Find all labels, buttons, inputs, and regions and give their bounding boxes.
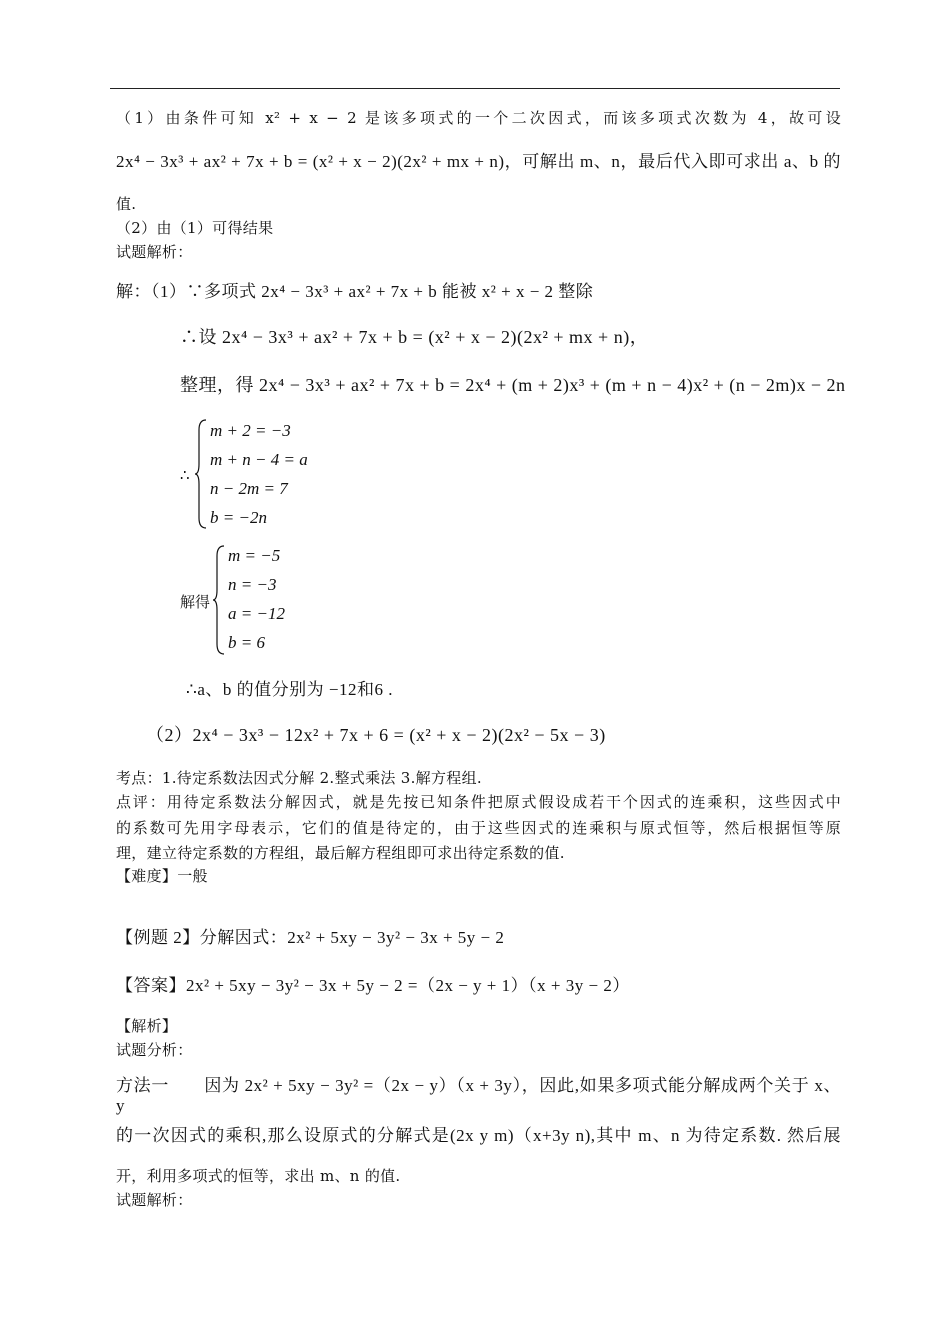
analysis-part1-line3: 值. xyxy=(116,195,137,213)
jiexi-heading: 【解析】 xyxy=(116,1017,178,1035)
solution-line2: ∴设 2x⁴ − 3x³ + ax² + 7x + b = (x² + x − 2)(2x² + mx + n)， xyxy=(180,327,649,347)
solution-line3: 整理，得 2x⁴ − 3x³ + ax² + 7x + b = 2x⁴ + (m + 2)x³ + (m + n − 4)x² + (n − 2m)x − 2n xyxy=(180,375,846,395)
detail-heading: 试题解析： xyxy=(116,243,193,261)
analysis-part2: （2）由（1）可得结果 xyxy=(116,219,274,237)
system1-eq1: m + 2 = −3 xyxy=(210,421,291,440)
answer-line: 【答案】2x² + 5xy − 3y² − 3x + 5y − 2 =（2x − y + 1）（x + 3y − 2） xyxy=(116,976,630,995)
method1-line1: 方法一 因为 2x² + 5xy − 3y² =（2x − y）（x + 3y），因此,如果多项式能分解成两个关于 x、y xyxy=(116,1076,841,1115)
analysis-part1-line1: （1）由条件可知 x² + x − 2 是该多项式的一个二次因式，而该多项式次数为 4，故可设 xyxy=(116,109,841,127)
example2-line: 【例题 2】分解因式：2x² + 5xy − 3y² − 3x + 5y − 2 xyxy=(116,928,505,947)
solve-label: 解得 xyxy=(180,593,211,611)
dianping-line3: 理，建立待定系数的方程组，最后解方程组即可求出待定系数的值. xyxy=(116,844,565,862)
dianping-line2: 的系数可先用字母表示，它们的值是待定的，由于这些因式的连乘积与原式恒等，然后根据恒等原 xyxy=(116,819,841,837)
system1-eq3: n − 2m = 7 xyxy=(210,479,288,498)
solution-line1: 解：（1）∵多项式 2x⁴ − 3x³ + ax² + 7x + b 能被 x² + x − 2 整除 xyxy=(116,282,594,301)
analysis-part1-line2: 2x⁴ − 3x³ + ax² + 7x + b = (x² + x − 2)(2x² + mx + n)，可解出 m、n，最后代入即可求出 a、b 的 xyxy=(116,152,841,171)
dianping-line1: 点评：用待定系数法分解因式，就是先按已知条件把原式假设成若干个因式的连乘积，这些因式中 xyxy=(116,793,841,811)
system2-eq1: m = −5 xyxy=(228,546,281,565)
brace-system2 xyxy=(212,544,226,656)
header-rule xyxy=(110,88,840,89)
brace-system1 xyxy=(194,418,208,530)
difficulty: 【难度】一般 xyxy=(116,867,208,885)
kaodian: 考点：1.待定系数法因式分解 2.整式乘法 3.解方程组. xyxy=(116,769,482,787)
part2-line: （2）2x⁴ − 3x³ − 12x² + 7x + 6 = (x² + x − 2)(2x² − 5x − 3) xyxy=(146,725,606,745)
fenxi-heading: 试题分析： xyxy=(116,1041,193,1059)
method1-line2: 的一次因式的乘积,那么设原式的分解式是(2x y m)（x+3y n),其中 m、n 为待定系数. 然后展 xyxy=(116,1126,841,1145)
system2-eq2: n = −3 xyxy=(228,575,277,594)
system2-eq4: b = 6 xyxy=(228,633,265,652)
therefore-symbol: ∴ xyxy=(180,466,190,484)
method1-line3: 开，利用多项式的恒等，求出 m、n 的值. xyxy=(116,1167,401,1185)
detail-heading-2: 试题解析： xyxy=(116,1191,193,1209)
result-line: ∴a、b 的值分别为 −12和6 . xyxy=(186,680,393,699)
system2-eq3: a = −12 xyxy=(228,604,285,623)
system1-eq4: b = −2n xyxy=(210,508,267,527)
system1-eq2: m + n − 4 = a xyxy=(210,450,308,469)
